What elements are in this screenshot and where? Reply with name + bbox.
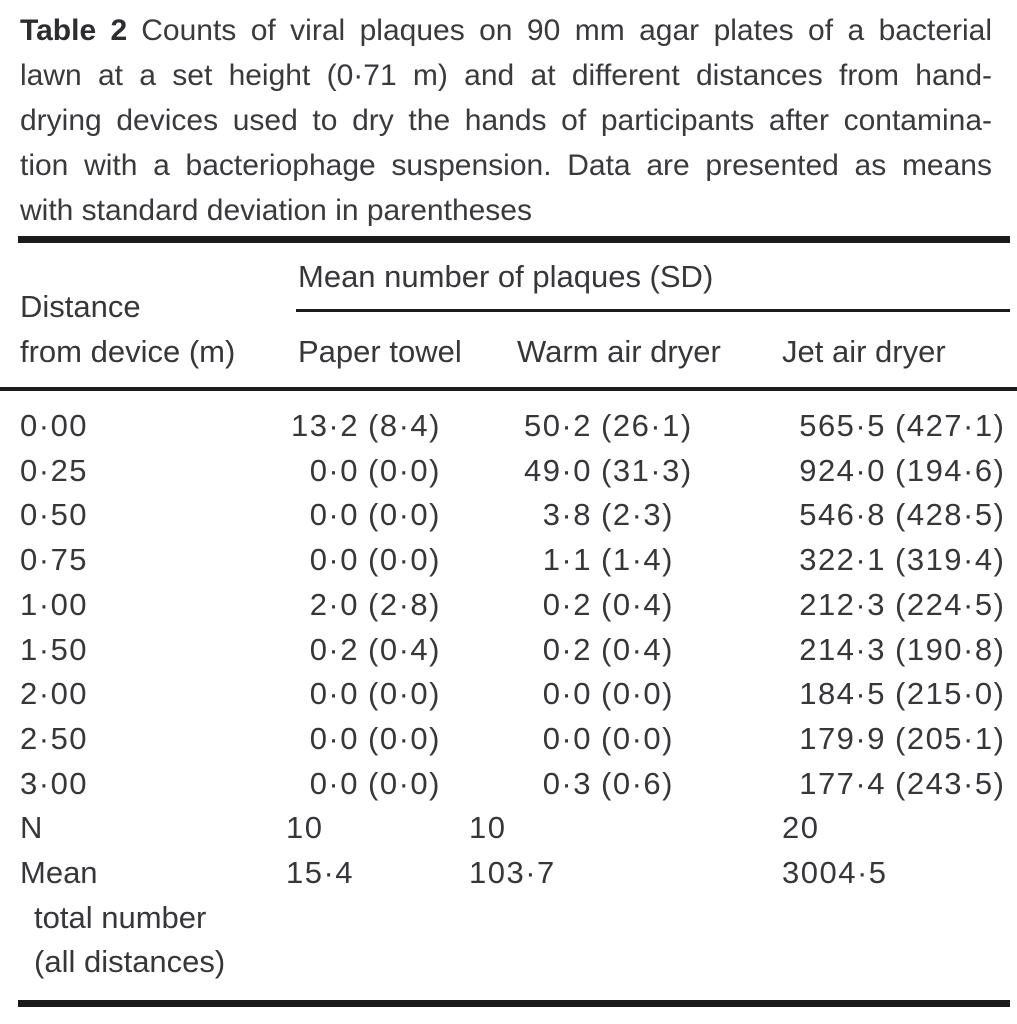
value-cell [469,449,782,494]
mean-value: 565·5 [799,408,886,443]
value-cell [469,717,782,762]
value-cell [286,449,469,494]
mean-value: 0·0 [309,497,359,533]
column-header-warm-air-dryer: Warm air dryer [517,334,721,369]
sd-value: (428·5) [895,497,1006,533]
table-label: Table 2 [20,14,128,47]
mean-value: 3·8 [542,497,592,533]
sd-value: (190·8) [895,631,1006,667]
table-caption [0,0,992,233]
summary-value: 20 [782,810,820,846]
row-header-line1: Distance [20,289,141,324]
mean-value: 177·4 [799,765,886,801]
mean-value: 50·2 [523,408,592,443]
sd-value: (0·0) [601,676,674,712]
summary-value: 10 [286,810,324,846]
caption-line: with standard deviation in parentheses [20,194,532,227]
value-cell [782,628,1017,673]
mean-value: 924·0 [799,452,886,488]
sd-value: (0·0) [368,720,441,756]
summary-row [20,806,1017,851]
column-header-paper-towel: Paper towel [298,334,462,369]
table-row [20,762,1017,807]
mean-value: 0·2 [542,586,592,622]
mean-value: 0·0 [309,676,359,712]
sd-value: (427·1) [895,408,1006,443]
sd-value: (26·1) [601,408,693,443]
value-cell [782,717,1017,762]
sd-value: (0·4) [368,631,441,667]
distance-cell: 0·50 [20,497,89,533]
sd-value: (8·4) [368,408,441,443]
value-cell [782,583,1017,628]
table-top-rule [18,236,1010,243]
summary-value: 10 [469,810,507,846]
sd-value: (194·6) [895,452,1006,488]
summary-label-line: N [20,810,43,846]
mean-value: 49·0 [523,452,592,488]
mean-value: 212·3 [799,586,886,622]
summary-label-line: Mean [20,855,98,891]
table-row [20,493,1017,538]
spanner-heading: Mean number of plaques (SD) [298,259,714,294]
value-cell [782,493,1017,538]
value-cell [469,672,782,717]
sd-value: (31·3) [601,452,693,488]
mean-value: 184·5 [799,676,886,712]
sd-value: (1·4) [601,542,674,578]
distance-cell: 1·50 [20,631,89,667]
summary-label-line: total number [34,899,207,935]
mean-value: 214·3 [799,631,886,667]
value-cell [782,449,1017,494]
column-header-jet-air-dryer: Jet air dryer [782,334,946,369]
sd-value: (2·8) [368,586,441,622]
sd-value: (0·4) [601,631,674,667]
table-row [20,583,1017,628]
sd-value: (0·0) [368,452,441,488]
caption-line: lawn at a set height (0·71 m) and at different distances from hand- [20,59,992,92]
distance-cell: 0·00 [20,408,89,443]
distance-cell: 3·00 [20,765,89,801]
distance-cell: 0·25 [20,452,89,488]
mean-value: 2·0 [309,586,359,622]
sd-value: (2·3) [601,497,674,533]
summary-label [20,806,286,851]
caption-line: tion with a bacteriophage suspension. Data are presented as means [20,149,992,182]
sd-value: (319·4) [895,542,1006,578]
mean-value: 0·2 [542,631,592,667]
summary-value: 103·7 [469,855,556,891]
mean-value: 0·0 [542,676,592,712]
mean-value: 0·0 [542,720,592,756]
value-cell [286,717,469,762]
summary-label-line: (all distances) [34,944,226,980]
table-row [20,628,1017,673]
mean-value: 0·2 [309,631,359,667]
value-cell [469,583,782,628]
sd-value: (0·0) [368,542,441,578]
value-cell [469,538,782,583]
sd-value: (0·0) [601,720,674,756]
table-bottom-rule [18,1000,1010,1007]
value-cell [286,762,469,807]
sd-value: (0·6) [601,765,674,801]
mean-value: 0·3 [542,765,592,801]
summary-value: 3004·5 [782,855,888,891]
value-cell [286,493,469,538]
value-cell [286,583,469,628]
table-row [20,404,1017,449]
distance-cell: 0·75 [20,542,89,578]
distance-cell: 2·50 [20,720,89,756]
mean-value: 179·9 [799,720,886,756]
sd-value: (215·0) [895,676,1006,712]
value-cell [286,404,469,449]
sd-value: (205·1) [895,720,1006,756]
sd-value: (0·0) [368,765,441,801]
mean-value: 0·0 [309,542,359,578]
table-row [20,538,1017,583]
table-body [0,391,1017,985]
value-cell [782,404,1017,449]
value-cell [782,672,1017,717]
row-header-line2: from device (m) [20,334,236,369]
sd-value: (243·5) [895,765,1006,801]
summary-row [20,851,1017,985]
sd-value: (224·5) [895,586,1006,622]
mean-value: 0·0 [309,765,359,801]
value-cell [782,538,1017,583]
value-cell [286,628,469,673]
mean-value: 0·0 [309,452,359,488]
value-cell [782,762,1017,807]
mean-value: 13·2 [290,408,359,443]
table-row [20,672,1017,717]
mean-value: 1·1 [542,542,592,578]
sd-value: (0·4) [601,586,674,622]
mean-value: 0·0 [309,720,359,756]
table-row [20,449,1017,494]
value-cell [469,762,782,807]
value-cell [469,404,782,449]
sd-value: (0·0) [368,497,441,533]
summary-value: 15·4 [286,855,355,891]
value-cell [469,628,782,673]
mean-value: 322·1 [799,542,886,578]
table-row [20,717,1017,762]
value-cell [469,493,782,538]
distance-cell: 2·00 [20,676,89,712]
mean-value: 546·8 [799,497,886,533]
sd-value: (0·0) [368,676,441,712]
table-header [0,243,1017,391]
value-cell [286,538,469,583]
caption-line: Table 2 Counts of viral plaques on 90 mm agar plates of a bacterial [20,14,993,47]
summary-label [20,851,286,985]
value-cell [286,672,469,717]
caption-line: drying devices used to dry the hands of participants after contamina- [20,104,992,137]
spanner-rule [296,309,1010,312]
distance-cell: 1·00 [20,586,89,622]
